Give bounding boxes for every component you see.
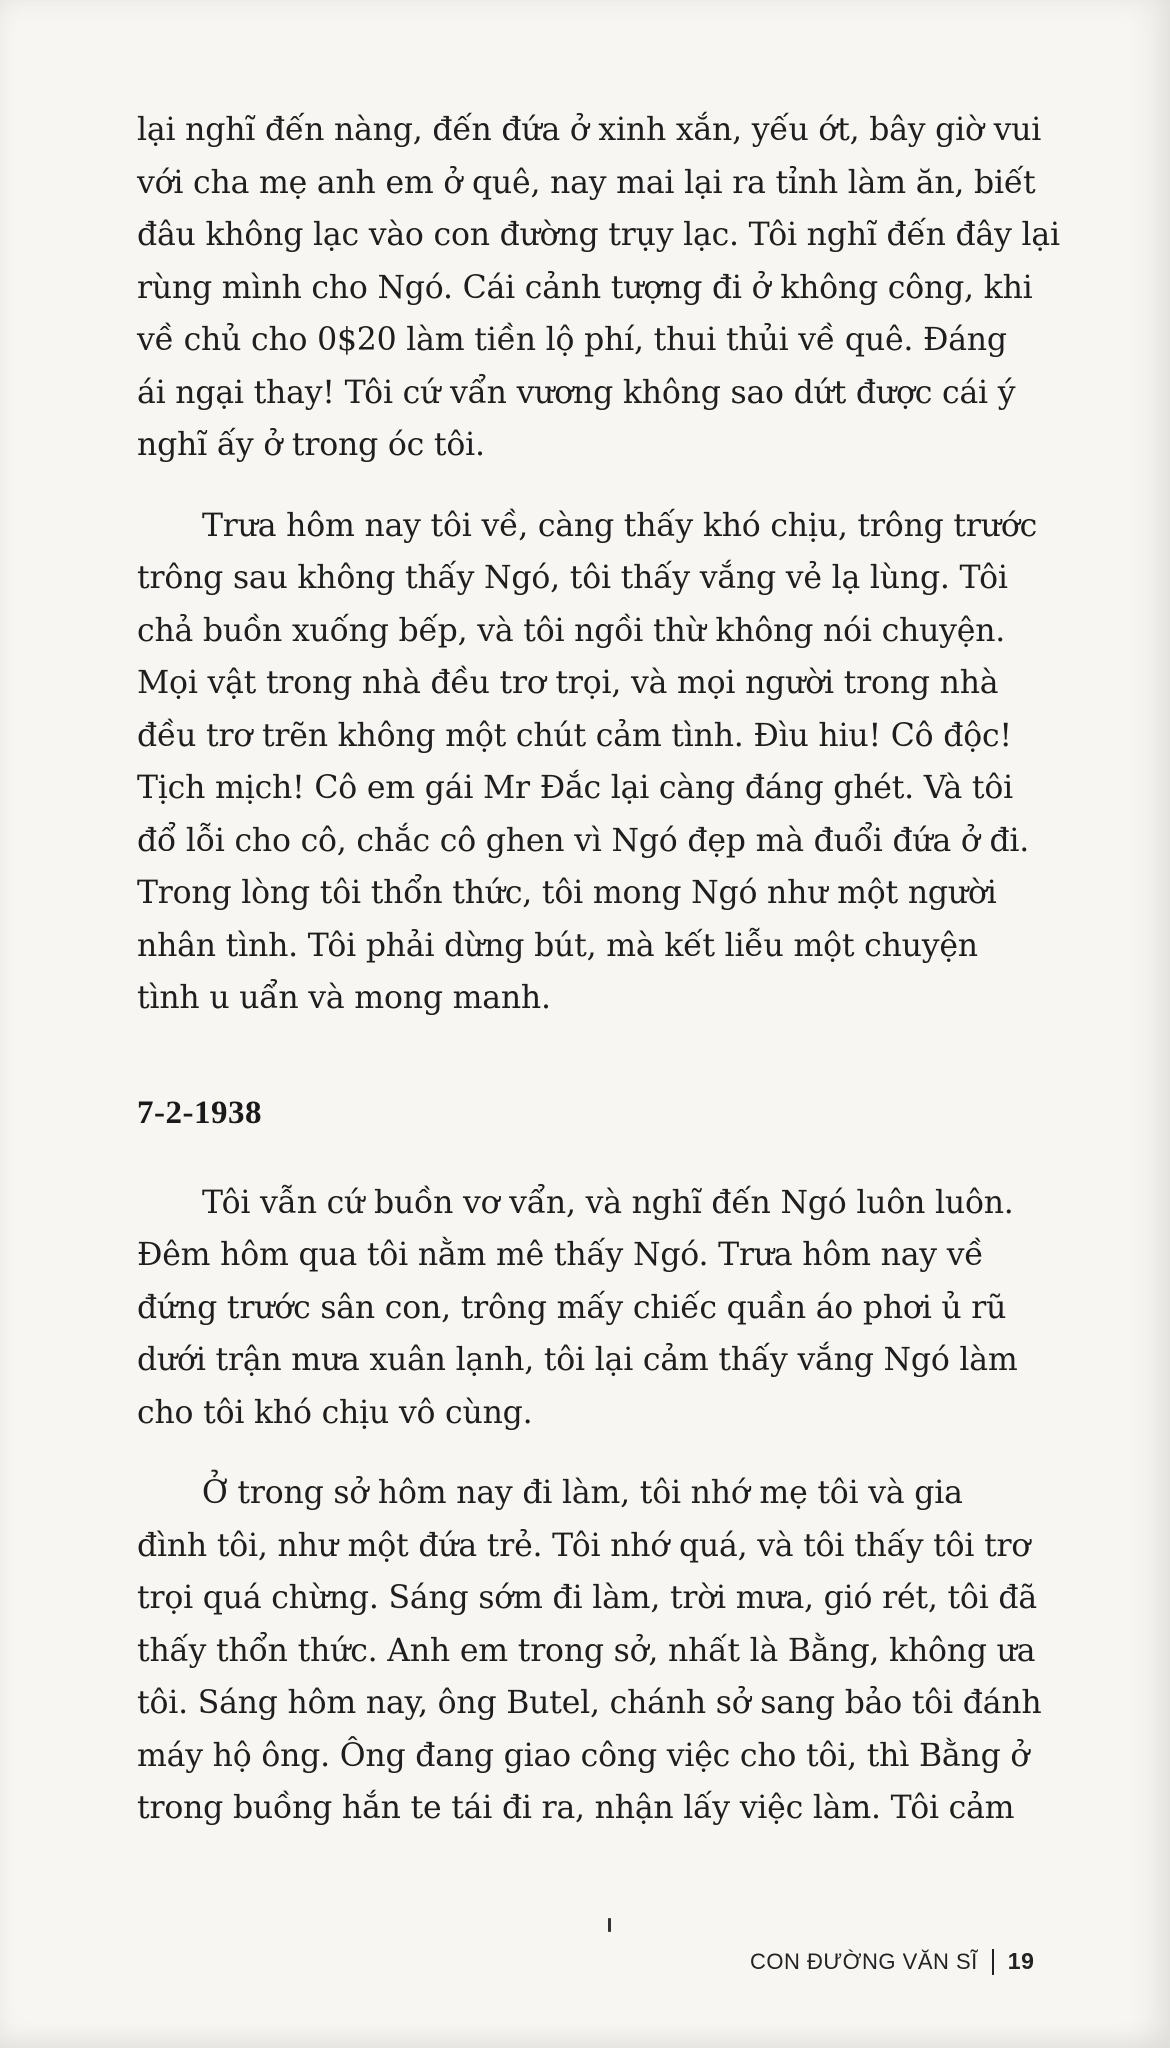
text-line: Tịch mịch! Cô em gái Mr Đắc lại càng đáng ghét. Và tôi	[137, 770, 1013, 806]
text-line: với cha mẹ anh em ở quê, nay mai lại ra tỉnh làm ăn, biết	[137, 164, 1036, 201]
page-number: 19	[1007, 1948, 1035, 1974]
text-line: đâu không lạc vào con đường trụy lạc. Tôi nghĩ đến đây lại	[137, 217, 1060, 253]
text-line: Đêm hôm qua tôi nằm mê thấy Ngó. Trưa hôm nay về	[137, 1237, 984, 1273]
text-line: trọi quá chừng. Sáng sớm đi làm, trời mưa, gió rét, tôi đã	[137, 1580, 1037, 1616]
text-line: tình u uẩn và mong manh.	[137, 980, 551, 1016]
text-line: nhân tình. Tôi phải dừng bút, mà kết liễu một chuyện	[137, 927, 978, 964]
print-tick-mark	[608, 1918, 611, 1932]
paragraph	[137, 104, 1060, 472]
text-line: ái ngại thay! Tôi cứ vẩn vương không sao dứt được cái ý	[137, 374, 1016, 411]
paragraph	[137, 500, 1038, 1025]
date-heading: 7-2-1938	[137, 1094, 262, 1131]
text-line: Trưa hôm nay tôi về, càng thấy khó chịu, trông trước	[202, 507, 1038, 544]
text-line: trong buồng hắn te tái đi ra, nhận lấy việc làm. Tôi cảm	[137, 1790, 1015, 1826]
text-line: chả buồn xuống bếp, và tôi ngồi thừ không nói chuyện.	[137, 612, 1006, 649]
text-line: máy hộ ông. Ông đang giao công việc cho tôi, thì Bằng ở	[137, 1737, 1030, 1774]
text-line: dưới trận mưa xuân lạnh, tôi lại cảm thấy vắng Ngó làm	[137, 1342, 1018, 1378]
text-line: về chủ cho 0$20 làm tiền lộ phí, thui thủi về quê. Đáng	[137, 322, 1007, 358]
text-line: tôi. Sáng hôm nay, ông Butel, chánh sở sang bảo tôi đánh	[137, 1685, 1042, 1721]
footer-divider	[992, 1949, 994, 1975]
text-line: Trong lòng tôi thổn thức, tôi mong Ngó như một người	[137, 875, 997, 911]
text-line: đều trơ trẽn không một chút cảm tình. Đìu hiu! Cô độc!	[137, 717, 1012, 754]
running-title: CON ĐƯỜNG VĂN SĨ	[750, 1948, 978, 1974]
text-line: lại nghĩ đến nàng, đến đứa ở xinh xắn, yếu ớt, bây giờ vui	[137, 112, 1042, 148]
page-footer	[750, 1948, 1050, 1975]
text-line: thấy thổn thức. Anh em trong sở, nhất là Bằng, không ưa	[137, 1632, 1036, 1669]
text-line: đứng trước sân con, trông mấy chiếc quần áo phơi ủ rũ	[137, 1289, 1007, 1326]
paragraph	[137, 1177, 1021, 1440]
text-line: cho tôi khó chịu vô cùng.	[137, 1394, 533, 1431]
text-line: nghĩ ấy ở trong óc tôi.	[137, 427, 485, 463]
text-line: Mọi vật trong nhà đều trơ trọi, và mọi người trong nhà	[137, 665, 999, 701]
body-text	[137, 104, 1060, 1863]
text-line: trông sau không thấy Ngó, tôi thấy vắng vẻ lạ lùng. Tôi	[137, 560, 1008, 596]
paragraph	[137, 1467, 1042, 1835]
text-line: Ở trong sở hôm nay đi làm, tôi nhớ mẹ tôi và gia	[202, 1475, 963, 1511]
text-line: đình tôi, như một đứa trẻ. Tôi nhớ quá, và tôi thấy tôi trơ	[137, 1527, 1031, 1564]
text-line: Tôi vẫn cứ buồn vơ vẩn, và nghĩ đến Ngó luôn luôn.	[202, 1184, 1014, 1221]
text-line: rùng mình cho Ngó. Cái cảnh tượng đi ở không công, khi	[137, 269, 1033, 306]
text-line: đổ lỗi cho cô, chắc cô ghen vì Ngó đẹp mà đuổi đứa ở đi.	[137, 822, 1030, 859]
